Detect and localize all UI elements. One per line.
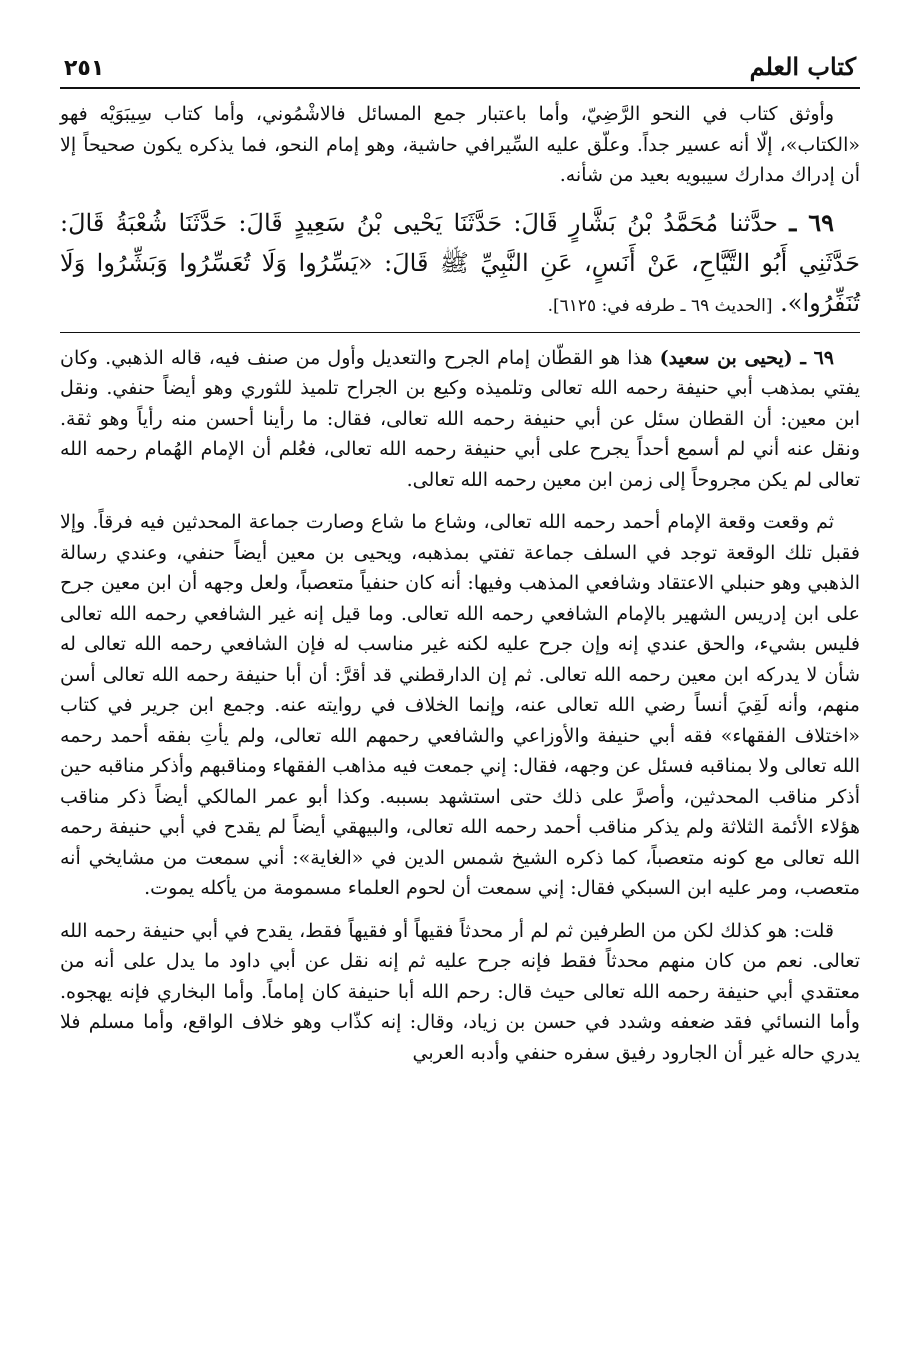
commentary-paragraph-2: ثم وقعت وقعة الإمام أحمد رحمه الله تعالى، وشاع ما شاع وصارت جماعة المحدثين فيه فرقاً. وإلا فقبل تلك الوقعة توجد في السلف جماعة تفتي بمذهبه، ويحيى بن معين أيضاً حنفي، وعندي رسالة الذهبي وهو حنبلي الاعتقاد وشافعي المذهب وفيها: أنه كان حنفياً متعصباً، ولعل وجهه أن ابن معين جرح على ابن إدريس الشهير بالإمام الشافعي رحمه الله تعالى. وما قيل إنه غير الشافعي رحمه الله تعالى فليس بشيء، والحق عندي إنه وإن جرح عليه لكنه غير مناسب له فإن الشافعي رحمه الله تعالى له شأن لا يدركه ابن معين رحمه الله تعالى. ثم إن الدارقطني قد أقرَّ: أن أبا حنيفة رحمه الله تعالى أسن منهم، وأنه لَقِيَ أنساً رضي الله تعالى عنه، وإنما الخلاف في روايته عنه. وجمع ابن جرير في كتاب «اختلاف الفقهاء» فقه أبي حنيفة والأوزاعي والشافعي رحمهم الله تعالى، ولم يأتِ بفقه أحمد رحمه الله تعالى ولا بمناقبه فسئل عن وجهه، فقال: إني جمعت فيه مذاهب الفقهاء ومناقبهم وأذكر مناقبه حين أذكر مناقب المحدثين، وأصرَّ على ذلك حتى استشهد بسببه. وكذا أبو عمر المالكي أيضاً ذكر مناقب هؤلاء الأئمة الثلاثة ولم يذكر مناقب أحمد رحمه الله تعالى، والبيهقي أيضاً لم يقدح في أبي حنيفة رحمه الله تعالى مع كونه متعصباً، كما ذكره الشيخ شمس الدين في «الغاية»: أني سمعت من مشايخي أنه متعصب، ومر عليه ابن السبكي فقال: إني سمعت أن لحوم العلماء مسمومة من يأكله يموت. bbox=[60, 511, 860, 899]
chapter-title: كتاب العلم bbox=[749, 52, 856, 81]
commentary-lead: ٦٩ ـ (يحيى بن سعيد) bbox=[659, 346, 834, 369]
intro-paragraph: وأوثق كتاب في النحو الرَّضِيّ، وأما باعتبار جمع المسائل فالاشْمُوني، وأما كتاب سِيبَوَيْه فهو «الكتاب»، إلّا أنه عسير جداً. وعلّق عليه السِّيرافي حاشية، وهو إمام النحو، فما يذكره يكون صحيحاً إلا أن إدراك مدارك سيبويه بعيد من شأنه. bbox=[60, 103, 860, 186]
page-number: ٢٥١ bbox=[64, 56, 105, 81]
book-page bbox=[60, 52, 860, 1068]
hadith-text-block bbox=[60, 203, 860, 326]
page-header bbox=[60, 52, 860, 89]
commentary-paragraph-1 bbox=[60, 343, 860, 496]
hadith-reference: [الحديث ٦٩ ـ طرفه في: ٦١٢٥]. bbox=[547, 295, 773, 316]
commentary-paragraph-3: قلت: هو كذلك لكن من الطرفين ثم لم أر محدثاً فقيهاً أو فقيهاً فقط، يقدح في أبي حنيفة رحمه الله تعالى. نعم من كان منهم محدثاً فقط فإنه جرح عليه ثم إنه نقل عن أبي داود ما يدل على أنه من معتقدي أبي حنيفة رحمه الله تعالى حيث قال: رحم الله أبا حنيفة كان إماماً. وأما البخاري فإنه يهجوه. وأما النسائي فقد ضعفه وشدد في حسن بن زياد، وقال: إنه كذّاب وهو خلاف الواقع، وأما مسلم فلا يدري حاله غير أن الجارود رفيق سفره حنفي وأدبه العربي bbox=[60, 919, 860, 1064]
commentary-text-1: هذا هو القطّان إمام الجرح والتعديل وأول من صنف فيه، قاله الذهبي. وكان يفتي بمذهب أبي حنيفة رحمه الله تعالى وتلميذه وكيع بن الجراح تلميذ للثوري وهو أيضاً حنفي. ونقل ابن معين: أن القطان سئل عن أبي حنيفة رحمه الله تعالى، فقال: ما رأينا أحسن منه رأياً وهو ثقة. ونقل عنه أني لم أسمع أحداً يجرح على أبي حنيفة رحمه الله تعالى، فعُلم أن الإمام الهُمام رحمه الله تعالى لم يكن مجروحاً إلى زمن ابن معين رحمه الله تعالى. bbox=[60, 346, 860, 491]
hadith-text: حدَّثنا مُحَمَّدُ بْنُ بَشَّارٍ قَالَ: حَدَّثَنَا يَحْيى بْنُ سَعِيدٍ قَالَ: حَدَّثَنَا شُعْبَةُ قَالَ: حَدَّثَنِي أَبُو التَّيَّاحِ، عَنْ أَنَسٍ، عَنِ النَّبِيِّ ﷺ قَالَ: «يَسِّرُوا وَلَا تُعَسِّرُوا وَبَشِّرُوا وَلَا تُنَفِّرُوا». bbox=[60, 208, 860, 317]
hadith-section bbox=[60, 203, 860, 333]
hadith-number: ٦٩ ـ bbox=[789, 207, 834, 237]
